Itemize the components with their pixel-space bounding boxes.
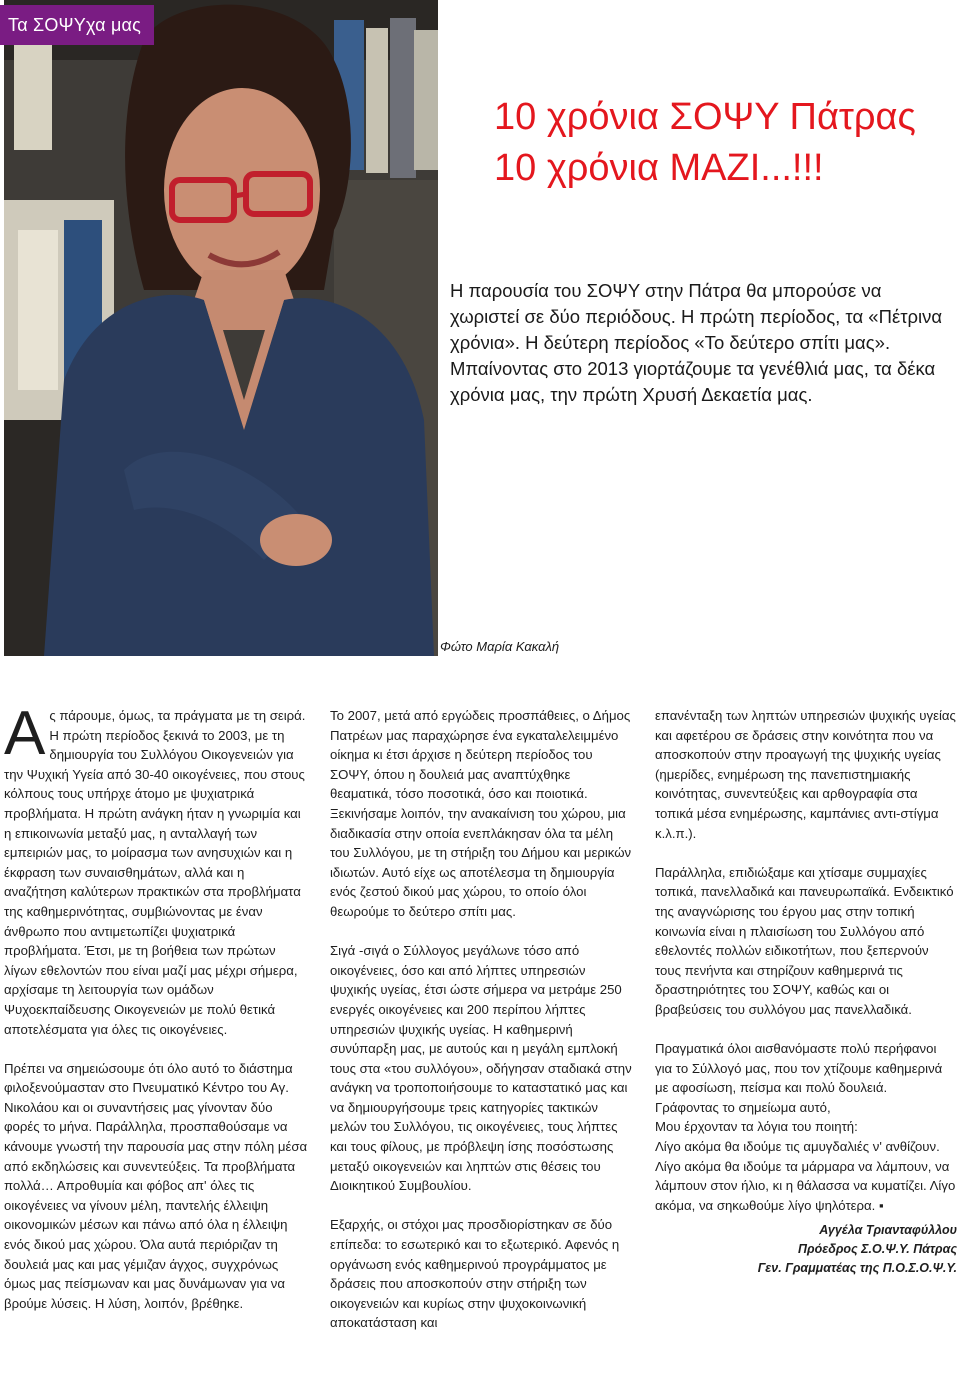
signature-name: Αγγέλα Τριανταφύλλου — [819, 1223, 957, 1238]
paragraph-text: ς πάρουμε, όμως, τα πράγματα με τη σειρά. Η πρώτη περίοδος ξεκινά το 2003, με τη δημιουργία του Συλλόγου Οικογενειών για την Ψυχική Υγεία από 30-40 οικογένειες, που στους κόλπους τους υπήρχε άτομο με ψυχιατρικά προβλήματα. Η πρώτη ανάγκη ήταν η γνωριμία και η επικοινωνία μεταξύ μας, η ανταλλαγή των εμπειριών μας, το μοίρασμα των ανησυχιών και η έκφραση των συναισθημάτων, αλλά και η αναζήτηση καλύτερων πρακτικών στα προβλήματα της καθημερινότητας, συμβιώνοντας με έναν άνθρωπο που αντιμετωπίζει ψυχιατρικά προβλήματα. Έτσι, με τη βοήθεια των πρώτων λίγων εθελοντών που είναι μαζί μας μέχρι σήμερα, αρχίσαμε τη λειτουργία των ομάδων Ψυχοεκπαίδευσης Οικογενειών με πολύ θετικά αποτελέσματα για όλες τις οικογένειες. — [4, 708, 306, 1037]
end-mark: ▪ — [879, 1197, 884, 1213]
paragraph: Παράλληλα, επιδιώξαμε και χτίσαμε συμμαχίες τοπικά, πανελλαδικά και πανευρωπαϊκά. Ενδεικτικό της αναγνώρισης του έργου μας στην τοπική κοινωνία είναι η πλαισίωση του Συλλόγου από εθελοντές πολλών ειδικοτήτων, που ξεπερνούν τους πενήντα και στηρίζουν καθημερινά τις δραστηριότητες του ΣΟΨΥ, καθώς και οι βραβεύσεις του συλλόγου μας πανελλαδικά. — [655, 864, 954, 1017]
paragraph-line: Πραγματικά όλοι αισθανόμαστε πολύ περήφανοι για το Σύλλογό μας, που τον χτίζουμε καθημερινά με αφοσίωση, πείσμα και πολύ δουλειά. — [655, 1041, 943, 1096]
section-tag: Τα ΣΟΨΥχα μας — [0, 5, 154, 45]
paragraph — [4, 699, 308, 1039]
signature-role: Γεν. Γραμματέας της Π.Ο.Σ.Ο.Ψ.Υ. — [757, 1261, 957, 1276]
paragraph: Σιγά -σιγά ο Σύλλογος μεγάλωνε τόσο από οικογένειες, όσο και από λήπτες υπηρεσιών ψυχικής υγείας, έτσι ώστε σήμερα να μετράμε 250 ενεργές οικογένειες και 200 περίπου λήπτες υπηρεσιών ψυχικής υγείας. Η καθημερινή συνύπαρξη μας, με αυτούς και η μεγάλη εμπλοκή τους στα «του συλλόγου», οδήγησαν σταδιακά στην ανάγκη να τροποποιήσουμε το καταστατικό μας και να δημιουργήσουμε τρεις κατηγορίες τακτικών μελών του Συλλόγου, τις οικογένειες, τους λήπτες και τους φίλους, με πρόβλεψη ίσης ποσόστωσης μεταξύ οικογενειών και ληπτών στις θέσεις του Διοικητικού Συμβουλίου. — [330, 943, 632, 1194]
headline — [494, 92, 954, 194]
paragraph: Εξαρχής, οι στόχοι μας προσδιορίστηκαν σε δύο επίπεδα: το εσωτερικό και το εξωτερικό. Αφενός η οργάνωση ενός καθημερινού προγράμματος με δράσεις που αποσκοπούν στην στήριξη των οικογενειών και κυρίως στην ψυχοκοινωνική αποκατάσταση και — [330, 1217, 620, 1331]
paragraph: Πρέπει να σημειώσουμε ότι όλο αυτό το διάστημα φιλοξενούμασταν στο Πνευματικό Κέντρο του Αγ. Νικολάου και οι συναντήσεις μας γίνονταν δύο φορές το μήνα. Παράλληλα, προσπαθούσαμε να κάνουμε γνωστή την παρουσία μας στην πόλη μέσα από εκδηλώσεις και συνεντεύξεις. Τα προβλήματα πολλά… Απροθυμία και φόβος απ' όλες τις οικογένειες να γίνουν μέλη, παντελής έλλειψη οικονομικών μέσων και πάνω από όλα η έλλειψη ενός δικού μας χώρου. Όλα αυτά περιόριζαν τη δουλειά μας και μας γέμιζαν άγχος, συγχρόνως όμως μας πείσμωναν και μας δυνάμωναν για να βρούμε λύσεις. Η λύση, λοιπόν, βρέθηκε. — [4, 1060, 308, 1311]
article-column-3 — [655, 706, 957, 1278]
paragraph-line: Γράφοντας το σημείωμα αυτό, — [655, 1099, 831, 1115]
headline-line-2: 10 χρόνια ΜΑΖΙ...!!! — [494, 147, 824, 189]
paragraph: επανένταξη των ληπτών υπηρεσιών ψυχικής υγείας και αφετέρου σε δράσεις στην κοινότητα που να αποσκοπούν στην προαγωγή της ψυχικής υγείας (ημερίδες, ενημέρωση της πανεπιστημιακής κοινότητας, συνεντεύξεις και αρθογραφία στα τοπικά μέσα ενημέρωσης, καμπάνιες αντι-στίγμα κ.λ.π.). — [655, 708, 956, 841]
drop-cap: Α — [4, 699, 46, 768]
paragraph — [655, 1039, 957, 1215]
paragraph: Το 2007, μετά από εργώδεις προσπάθειες, ο Δήμος Πατρέων μας παραχώρησε ένα εγκαταλελειμμένο οίκημα κι έτσι άρχισε η δεύτερη περίοδος του ΣΟΨΥ, όπου η δουλειά μας αναπτύχθηκε θεαματικά, τόσο ποσοτικά, όσο και ποιοτικά. Ξεκινήσαμε λοιπόν, την ανακαίνιση του χώρου, μια διαδικασία στην οποία ενεπλάκησαν όλα τα μέλη του Συλλόγου, με τη στήριξη του Δήμου και μερικών ιδιωτών. Αυτό είχε ως αποτέλεσμα τη δημιουργία ενός ζεστού δικού μας χώρου, το οποίο όλοι θεωρούμε το δεύτερο σπίτι μας. — [330, 708, 632, 919]
signature — [655, 1221, 957, 1278]
portrait-photo — [4, 0, 438, 656]
poem-quote: Λίγο ακόμα θα ιδούμε τις αμυγδαλιές ν' ανθίζουν. Λίγο ακόμα θα ιδούμε τα μάρμαρα να λάμπουν, να λάμπουν στον ήλιο, κι η θάλασσα να κυματίζει. Λίγο ακόμα, να σηκωθούμε λίγο ψηλότερα. — [655, 1139, 956, 1213]
headline-line-1: 10 χρόνια ΣΟΨΥ Πάτρας — [494, 96, 916, 138]
article-column-2 — [330, 706, 634, 1353]
intro-paragraph: Η παρουσία του ΣΟΨΥ στην Πάτρα θα μπορούσε να χωριστεί σε δύο περιόδους. Η πρώτη περίοδος, τα «Πέτρινα χρόνια». Η δεύτερη περίοδος «Το δεύτερο σπίτι μας». Μπαίνοντας στο 2013 γιορτάζουμε τα γενέθλιά μας, τα δέκα χρόνια μας, την πρώτη Χρυσή Δεκαετία μας. — [450, 280, 943, 405]
signature-role: Πρόεδρος Σ.Ο.Ψ.Υ. Πάτρας — [798, 1242, 957, 1257]
paragraph-line: Μου έρχονταν τα λόγια του ποιητή: — [655, 1119, 858, 1135]
article-column-1 — [4, 699, 308, 1333]
photo-caption: Φώτο Μαρία Κακαλή — [440, 639, 560, 654]
